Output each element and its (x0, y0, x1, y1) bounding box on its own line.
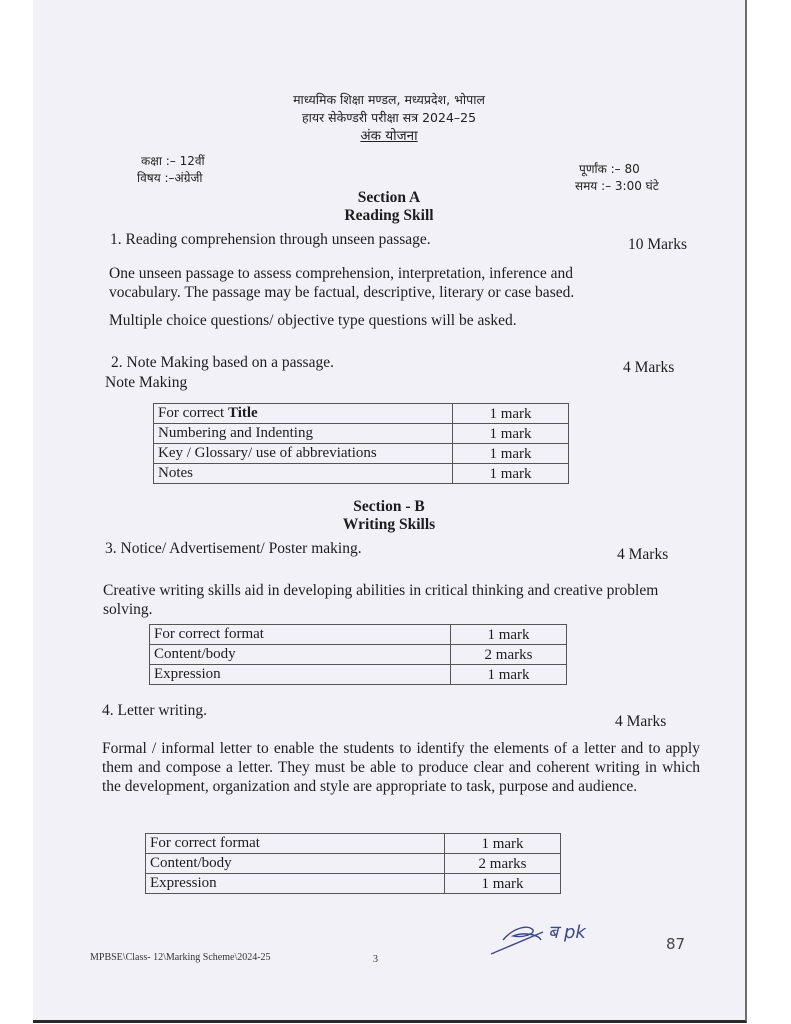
subject-label: विषय :–अंग्रेजी (137, 171, 203, 185)
table-row (154, 404, 569, 424)
marks-cell: 2 marks (451, 645, 567, 665)
marks-cell: 1 mark (445, 874, 561, 894)
table-row (146, 854, 561, 874)
marks-cell: 1 mark (445, 834, 561, 854)
table-row (150, 625, 567, 645)
max-marks-label: पूर्णांक :– 80 (579, 162, 640, 176)
marks-cell: 1 mark (451, 625, 567, 645)
table-row (150, 645, 567, 665)
section-b-heading: Section - B (353, 498, 425, 515)
question-3-marks: 4 Marks (617, 546, 669, 563)
question-1-description: One unseen passage to assess comprehension, interpretation, inference and vocabulary. The passage may be factual, descriptive, literary or case based. (109, 265, 575, 301)
table-row (154, 444, 569, 464)
marks-cell: 2 marks (445, 854, 561, 874)
criterion-cell: Numbering and Indenting (154, 424, 453, 444)
marks-cell: 1 mark (453, 424, 569, 444)
question-3-title: 3. Notice/ Advertisement/ Poster making. (105, 540, 362, 557)
question-4-marks: 4 Marks (615, 713, 667, 730)
question-2-subtitle: Note Making (105, 374, 188, 391)
footer-path: MPBSE\Class- 12\Marking Scheme\2024-25 (90, 952, 271, 963)
criterion-cell: For correct format (150, 625, 451, 645)
notice-marks-table (149, 624, 567, 685)
question-2-title: 2. Note Making based on a passage. (111, 354, 334, 371)
marks-cell: 1 mark (453, 464, 569, 484)
criterion-cell: Content/body (146, 854, 445, 874)
table-row (146, 834, 561, 854)
document-page (33, 0, 747, 1023)
criterion-cell: Content/body (150, 645, 451, 665)
table-row (154, 464, 569, 484)
section-a-subheading: Reading Skill (344, 207, 434, 224)
criterion-cell: Expression (150, 665, 451, 685)
question-2-marks: 4 Marks (623, 359, 675, 376)
question-3-description: Creative writing skills aid in developing abilities in critical thinking and creative problem solving. (103, 582, 659, 618)
exam-session: हायर सेकेण्डरी परीक्षा सत्र 2024–25 (301, 110, 477, 125)
question-4-title: 4. Letter writing. (102, 702, 208, 719)
class-label: कक्षा :– 12वीं (141, 154, 205, 168)
question-1-marks: 10 Marks (628, 236, 687, 253)
table-row (146, 874, 561, 894)
question-4-description: Formal / informal letter to enable the students to identify the elements of a letter and to apply them and compose a letter. They must be able to produce clear and coherent writing in which the development, organization and style are appropriate to task, purpose and audience. (102, 740, 700, 795)
marks-cell: 1 mark (453, 444, 569, 464)
section-a-heading: Section A (357, 189, 421, 206)
criterion-cell: Expression (146, 874, 445, 894)
handwritten-number: 87 (666, 935, 686, 953)
note-making-marks-table (153, 403, 569, 484)
handwritten-initials: ब pk (548, 922, 586, 943)
question-1-title: 1. Reading comprehension through unseen passage. (110, 231, 431, 248)
letter-marks-table (145, 833, 561, 894)
question-1-note: Multiple choice questions/ objective type questions will be asked. (109, 312, 517, 329)
marks-cell: 1 mark (451, 665, 567, 685)
page-number: 3 (373, 954, 378, 965)
criterion-cell: For correct Title (154, 404, 453, 424)
section-b-subheading: Writing Skills (342, 516, 436, 533)
table-row (154, 424, 569, 444)
criterion-cell: For correct format (146, 834, 445, 854)
table-row (150, 665, 567, 685)
board-name: माध्यमिक शिक्षा मण्डल, मध्यप्रदेश, भोपाल (293, 92, 485, 107)
time-label: समय :– 3:00 घंटे (575, 179, 659, 193)
marks-cell: 1 mark (453, 404, 569, 424)
criterion-cell: Notes (154, 464, 453, 484)
document-title: अंक योजना (360, 128, 418, 144)
criterion-cell: Key / Glossary/ use of abbreviations (154, 444, 453, 464)
